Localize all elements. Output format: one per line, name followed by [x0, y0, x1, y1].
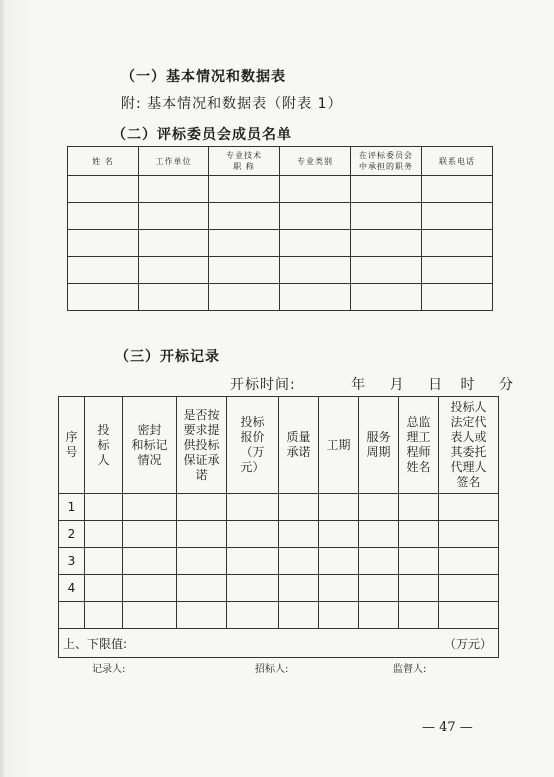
- header-signature: 投标人 法定代 表人或 其委托 代理人 签名: [439, 397, 499, 494]
- opening-hour: 时: [460, 377, 476, 393]
- limit-label: 上、下限值:: [63, 636, 128, 651]
- opening-day: 日: [428, 377, 444, 393]
- header-bidder: 投 标 人: [85, 397, 123, 494]
- header-name: 姓 名: [68, 147, 139, 176]
- limit-row: [59, 629, 499, 658]
- header-seq: 序 号: [59, 397, 85, 494]
- tenderer-label: 招标人:: [255, 664, 289, 675]
- limit-cell: [59, 629, 499, 658]
- table-row: [59, 521, 499, 548]
- row-number: 4: [59, 575, 85, 602]
- header-chief-engineer: 总监 理工 程师 姓名: [399, 397, 439, 494]
- table-row: [59, 575, 499, 602]
- table-row: [68, 176, 493, 203]
- committee-members-table: [67, 146, 493, 311]
- bid-opening-table: [58, 396, 499, 658]
- table-header-row: [68, 147, 493, 176]
- section1-title: （一）基本情况和数据表: [121, 69, 286, 85]
- table-row: [68, 203, 493, 230]
- row-number: 3: [59, 548, 85, 575]
- page-number: — 47 —: [422, 720, 473, 735]
- header-specialty: 专业类别: [280, 147, 351, 176]
- header-seal: 密封 和标记 情况: [123, 397, 177, 494]
- supervisor-label: 监督人:: [393, 664, 427, 675]
- header-role: 在评标委员会 中承担的职务: [351, 147, 422, 176]
- section1-attachment: 附: 基本情况和数据表（附表 1）: [121, 96, 343, 112]
- opening-month: 月: [389, 377, 405, 393]
- header-guarantee: 是否按 要求提 供投标 保证承 诺: [177, 397, 227, 494]
- header-employer: 工作单位: [139, 147, 209, 176]
- table-row: [59, 548, 499, 575]
- opening-time: [230, 374, 514, 394]
- recorder-label: 记录人:: [92, 664, 126, 675]
- row-number: 1: [59, 494, 85, 521]
- header-title: 专业技术 职 称: [209, 147, 280, 176]
- table-row: [68, 230, 493, 257]
- header-price: 投标 报价 （万 元）: [227, 397, 279, 494]
- header-duration: 工期: [319, 397, 359, 494]
- row-number: 2: [59, 521, 85, 548]
- section2-title: （二）评标委员会成员名单: [112, 127, 292, 143]
- table-row: [68, 257, 493, 284]
- header-quality: 质量 承诺: [279, 397, 319, 494]
- limit-unit: （万元）: [443, 636, 492, 651]
- opening-minute: 分: [498, 377, 514, 393]
- opening-year: 年: [351, 377, 367, 393]
- header-service-period: 服务 周期: [359, 397, 399, 494]
- table-row: [68, 284, 493, 311]
- table-row: [59, 602, 499, 629]
- header-phone: 联系电话: [422, 147, 493, 176]
- table-row: [59, 494, 499, 521]
- section3-title: （三）开标记录: [115, 349, 220, 365]
- table-header-row: [59, 397, 499, 494]
- row-number: [59, 602, 85, 629]
- opening-time-label: 开标时间:: [230, 377, 296, 393]
